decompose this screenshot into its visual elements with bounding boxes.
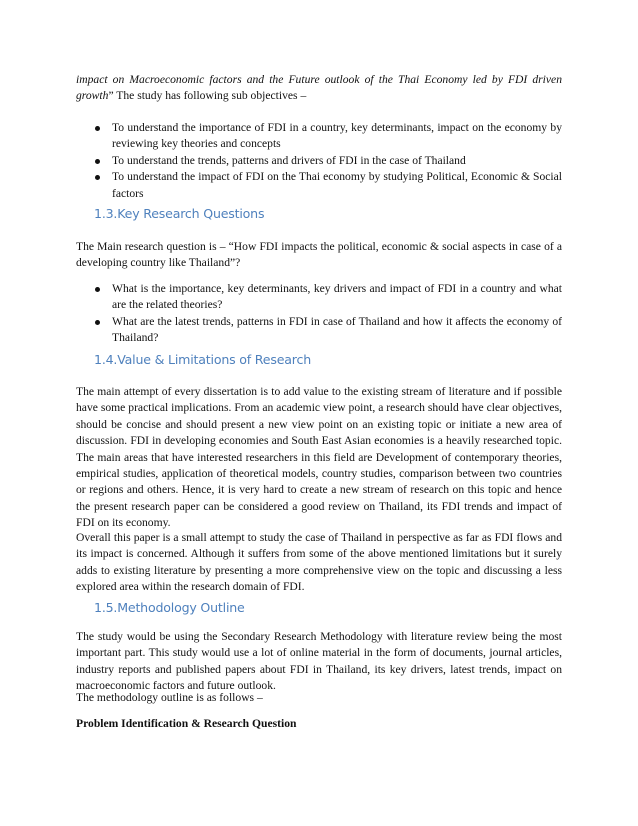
bullet-icon [95,126,100,131]
list-item [76,169,562,202]
objectives-list [76,120,562,202]
bullet-icon [95,320,100,325]
list-item-text: To understand the trends, patterns and drivers of FDI in the case of Thailand [112,153,466,167]
list-item [76,120,562,153]
list-item [76,153,562,169]
intro-rest-text: ” The study has following sub objectives – [108,89,307,103]
methodology-paragraph: The study would be using the Secondary Research Methodology with literature review being the most important part. This study would use a lot of online material in the form of documents, journal articles, industry reports and published papers about FDI in Thailand, its key drivers, latest trends, impact on macroeconomic factors and future outlook. [76,630,562,693]
list-item [76,314,562,347]
value-limitations-paragraph-1: The main attempt of every dissertation is to add value to the existing stream of literature and if possible have some practical implications. From an academic view point, a research should have clear objectives, should be concise and should present a new view point on an existing topic or initiate a new area of discussion. FDI in developing economies and South East Asian economies is a heavily researched topic. The main areas that have interested researchers in this field are Development of contemporary theories, empirical studies, application of theoretical models, country studies, comparison between two countries or regions and others. Hence, it is very hard to create a new stream of research on this topic and hence the present research paper can be considered a good review on Thailand, its FDI trends and impact of FDI on its economy. [76,385,562,530]
methodology-outline-line: The methodology outline is as follows – [76,691,263,704]
list-item-text: To understand the importance of FDI in a country, key determinants, impact on the economy by reviewing key theories and concepts [112,121,562,151]
problem-identification-heading: Problem Identification & Research Question [76,717,297,730]
list-item-text: What is the importance, key determinants, key drivers and impact of FDI in a country and what are the related theories? [112,282,562,312]
list-item-text: To understand the impact of FDI on the Thai economy by studying Political, Economic & Social factors [112,170,562,200]
section-heading-1-3: 1.3.Key Research Questions [94,206,265,221]
value-limitations-paragraph-2: Overall this paper is a small attempt to study the case of Thailand in perspective as far as FDI flows and its impact is concerned. Although it suffers from some of the above mentioned limitations but it surely adds to existing literature by presenting a more comprehensive view on the topic and discussing a less explored area within the research domain of FDI. [76,531,562,594]
bullet-icon [95,175,100,180]
research-questions-list [76,281,562,347]
intro-paragraph [76,72,562,105]
bullet-icon [95,159,100,164]
research-question-paragraph: The Main research question is – “How FDI impacts the political, economic & social aspects in case of a developing country like Thailand”? [76,240,562,270]
intro-italic-text: impact on Macroeconomic factors and the Future outlook of the Thai Economy led by FDI driven growth [76,73,562,103]
section-heading-1-5: 1.5.Methodology Outline [94,600,245,615]
list-item-text: What are the latest trends, patterns in FDI in case of Thailand and how it affects the economy of Thailand? [112,314,562,345]
list-item [76,281,562,314]
section-heading-1-4: 1.4.Value & Limitations of Research [94,352,311,367]
bullet-icon [95,287,100,292]
